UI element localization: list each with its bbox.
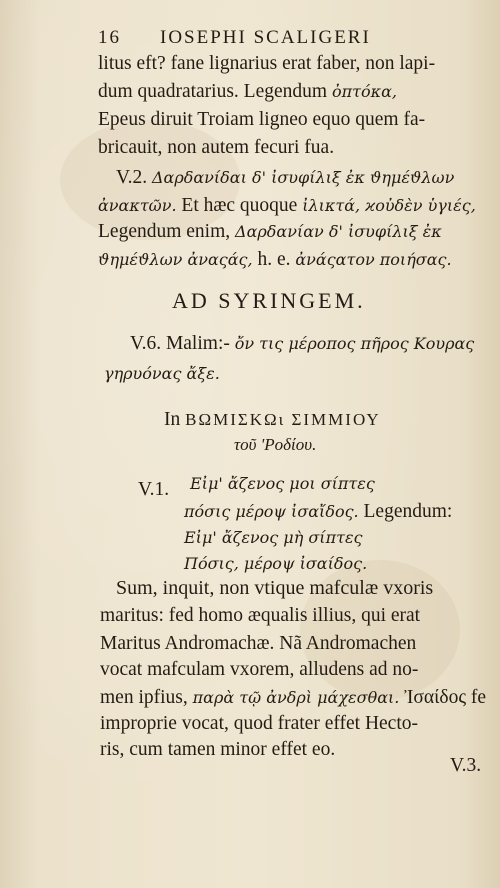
greek-text: Πόσις, μέροψ ἰσαίδος. (184, 554, 368, 573)
greek-text: Εἰμ' ἄζενος μὴ σίπτες (184, 528, 363, 547)
verse-marker: V.1. (138, 479, 170, 500)
greek-text: ὄν τις μέροπος πῆρος Κουρας (234, 334, 475, 353)
greek-text: ἀνακτῶν. (98, 196, 177, 215)
text-segment: h. e. (252, 249, 296, 270)
text-line (104, 364, 220, 384)
text-line (100, 688, 486, 708)
verse-marker: V.2. (116, 167, 148, 188)
text-line: Maritus Andromachæ. Nã Andromachen (100, 633, 417, 654)
greek-text: παρὰ τῷ ἀνδρὶ μάχεσθαι. (192, 688, 400, 707)
greek-text: ϑημέϑλων ἀναςάς, (98, 250, 253, 269)
text-line (116, 168, 454, 188)
catchword: V.3. (450, 755, 482, 776)
text-line (184, 528, 362, 548)
text-line: litus eft? fane lignarius erat faber, non lapi- (98, 53, 436, 74)
greek-text: γηρυόνας ἄξε. (104, 364, 220, 383)
greek-text: πόσις μέροψ ἰσαἴδος. (184, 502, 359, 521)
text-segment: Et hæc quoque (176, 195, 303, 216)
text-line (98, 82, 397, 102)
text-line (98, 250, 452, 270)
greek-text: ἀνάςατον ποιήσας. (295, 250, 452, 269)
greek-title: ΒΩΜΙΣΚΩι ΣΙΜΜΙΟΥ (185, 410, 381, 429)
text-line: vocat mafculam vxorem, alludens ad no- (100, 659, 419, 680)
text-line: ris, cum tamen minor effet eo. (100, 739, 336, 760)
text-line (184, 554, 367, 574)
text-line (130, 334, 474, 354)
section-subtitle: τοῦ 'Ροδίου. (234, 435, 317, 454)
text-line (98, 196, 476, 216)
greek-text: ὀπτόκα, (331, 82, 397, 101)
text-segment: men ipfius, (100, 687, 193, 708)
text-segment: dum quadratarius. Legendum (98, 81, 332, 102)
text-line: maritus: fed homo æqualis illius, qui erat (100, 605, 421, 626)
section-title: AD SYRINGEM. (172, 288, 366, 313)
text-line (98, 222, 442, 242)
text-segment: Legendum: (358, 501, 453, 522)
text-segment: Legendum enim, (98, 221, 236, 242)
page-number: 16 (98, 27, 121, 48)
text-line: Sum, inquit, non vtique mafculæ vxoris (116, 577, 434, 599)
greek-text: ἰλικτά, ϰοὐδὲν ὑγιές, (302, 196, 476, 215)
text-segment: Ἰσαίδος fe (399, 687, 487, 708)
greek-text: Δαρδανίδαι δ' ἰσυφίλιξ ἐκ ϑημέϑλων (151, 168, 455, 187)
text-line: Epeus diruit Troiam ligneo equo quem fa- (98, 109, 426, 130)
text-line: improprie vocat, quod frater effet Hecto- (100, 713, 418, 734)
text-segment: In (164, 409, 186, 430)
greek-text: Δαρδανίαν δ' ἰσυφίλιξ ἐκ (235, 222, 442, 241)
text-line (190, 474, 375, 494)
text-line: bricauit, non autem fecuri fua. (98, 137, 335, 158)
text-line (184, 502, 452, 522)
running-title: IOSEPHI SCALIGERI (160, 27, 371, 48)
text-segment: V.6. Malim:- (130, 333, 235, 354)
greek-text: Εἰμ' ἄζενος μοι σίπτες (190, 474, 375, 493)
section-title (164, 410, 381, 430)
